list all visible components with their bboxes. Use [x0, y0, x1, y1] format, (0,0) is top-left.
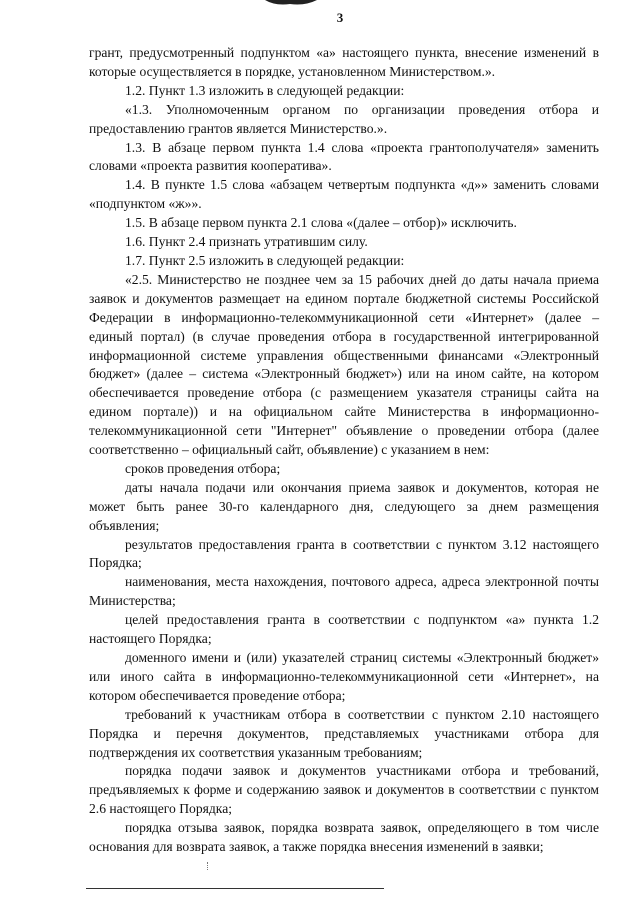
paragraph-quote-2-5: «2.5. Министерство не позднее чем за 15 рабочих дней до даты начала приема заявок и документов размещает на едином портале бюджетной системы Российской Федерации в информационно-телекоммуникационной сети «Интернет» (далее – единый портал) (в случае проведения отбора в государственной интегрированной информационной системе управления общественными финансами «Электронный бюджет» (далее – система «Электронный бюджет») или на ином сайте, на котором обеспечивается проведение отбора (с размещением указателя страницы сайта на едином портале)) и на официальном сайте Министерства в информационно-телекоммуникационной сети "Интернет" объявление о проведении отбора (далее соответственно – официальный сайт, объявление) с указанием в нем:	[89, 271, 599, 458]
paragraph-item-1-4: 1.4. В пункте 1.5 слова «абзацем четвертым подпункта «д»» заменить словами «подпунктом «ж»».	[89, 177, 599, 212]
paragraph-item-1-3: 1.3. В абзаце первом пункта 1.4 слова «проекта грантополучателя» заменить словами «проекта развития кооператива».	[89, 139, 599, 174]
list-item: результатов предоставления гранта в соответствии с пунктом 3.12 настоящего Порядка;	[89, 536, 599, 571]
footer-rule	[86, 888, 384, 889]
list-item: требований к участникам отбора в соответствии с пунктом 2.10 настоящего Порядка и перечня документов, представляемых участниками отбора для подтверждения их соответствия указанным требованиям;	[89, 706, 599, 760]
list-item: порядка подачи заявок и документов участниками отбора и требований, предъявляемых к форме и содержанию заявок и документов в соответствии с пунктом 2.6 настоящего Порядка;	[89, 763, 599, 817]
paragraph-item-1-2: 1.2. Пункт 1.3 изложить в следующей редакции:	[125, 82, 405, 98]
list-item: доменного имени и (или) указателей страниц системы «Электронный бюджет» или иного сайта в информационно-телекоммуникационной сети «Интернет», на котором обеспечивается проведение отбора;	[89, 650, 599, 703]
list-item: сроков проведения отбора;	[125, 460, 281, 476]
list-item: целей предоставления гранта в соответствии с подпунктом «а» пункта 1.2 настоящего Порядка;	[89, 612, 599, 647]
list-item: наименования, места нахождения, почтового адреса, адреса электронной почты Министерства;	[89, 574, 599, 609]
list-item: порядка отзыва заявок, порядка возврата заявок, определяющего в том числе основания для возврата заявок, а также порядка внесения изменений в заявки;	[89, 820, 599, 855]
paragraph-item-1-7: 1.7. Пункт 2.5 изложить в следующей редакции:	[125, 252, 405, 268]
paragraph-continuation: грант, предусмотренный подпунктом «а» настоящего пункта, внесение изменений в которые осуществляется в порядке, установленном Министерством.».	[89, 45, 599, 79]
scan-artifact-mark	[255, 0, 325, 6]
page-number: 3	[336, 10, 344, 25]
list-item: даты начала подачи или окончания приема заявок и документов, которая не может быть ранее 30-го календарного дня, следующего за днем размещения объявления;	[89, 479, 599, 533]
paragraph-item-1-5: 1.5. В абзаце первом пункта 2.1 слова «(далее – отбор)» исключить.	[125, 215, 517, 231]
paragraph-item-1-6: 1.6. Пункт 2.4 признать утратившим силу.	[125, 234, 368, 250]
document-body	[89, 44, 599, 857]
paragraph-quote-1-3: «1.3. Уполномоченным органом по организации проведения отбора и предоставлению грантов является Министерство.».	[89, 101, 599, 136]
scan-speck	[207, 862, 209, 870]
